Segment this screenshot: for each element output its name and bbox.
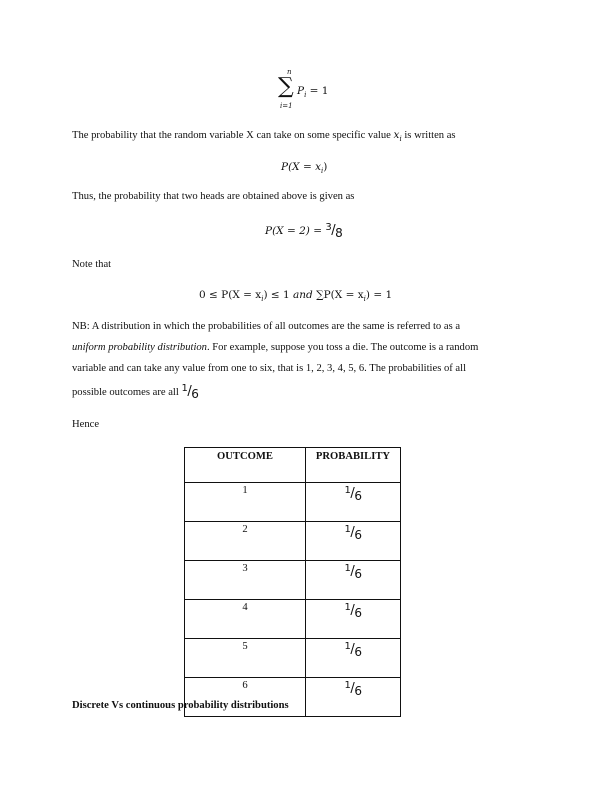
outcome-cell: 3 xyxy=(185,561,306,600)
probability-cell: $^1$/6 xyxy=(306,678,401,717)
header-outcome: OUTCOME xyxy=(185,448,306,483)
table-row xyxy=(185,483,401,522)
sum-equation xyxy=(275,68,345,114)
probability-cell: $^1$/6 xyxy=(306,522,401,561)
sum-body: $P_i = 1$ xyxy=(297,85,329,100)
probability-cell: $^1$/6 xyxy=(306,483,401,522)
header-probability: PROBABILITY xyxy=(306,448,401,483)
sum-lower-limit: i=1 xyxy=(280,102,293,110)
table-row xyxy=(185,561,401,600)
outcome-cell: 6 xyxy=(185,678,306,717)
probability-cell: $^1$/6 xyxy=(306,600,401,639)
paragraph-nb-line-4: possible outcomes are all $^1$/6 xyxy=(72,383,199,401)
uniform-distribution-term: uniform probability distribution xyxy=(72,342,207,353)
probability-table xyxy=(184,447,401,717)
paragraph-two-heads: Thus, the probability that two heads are obtained above is given as xyxy=(72,191,355,202)
table-header-row xyxy=(185,448,401,483)
outcome-cell: 4 xyxy=(185,600,306,639)
probability-cell: $^1$/6 xyxy=(306,639,401,678)
table-row xyxy=(185,522,401,561)
outcome-cell: 2 xyxy=(185,522,306,561)
sum-upper-limit: n xyxy=(287,68,292,76)
table-row xyxy=(185,600,401,639)
sum-symbol: ∑ xyxy=(278,74,294,99)
paragraph-specific-value: The probability that the random variable X can take on some specific value $x_i$ is written as xyxy=(72,129,456,144)
table-row xyxy=(185,639,401,678)
probability-cell: $^1$/6 xyxy=(306,561,401,600)
paragraph-nb-line-2: uniform probability distribution. For example, suppose you toss a die. The outcome is a random xyxy=(72,342,479,353)
paragraph-hence: Hence xyxy=(72,419,100,430)
fraction-one-sixth: $^1$/6 xyxy=(181,383,199,401)
paragraph-nb-line-3: variable and can take any value from one to six, that is 1, 2, 3, 4, 5, 6. The probabilities of all xyxy=(72,363,467,374)
equation-p-x-2: P(X = 2) = $^3$/8 xyxy=(265,222,343,240)
equation-bounds: $0 \le P(X = x_i) \le 1$ and $\sum P(X = x_i) = 1$ xyxy=(199,289,393,304)
paragraph-note-that: Note that xyxy=(72,259,112,270)
paragraph-nb-line-1: NB: A distribution in which the probabilities of all outcomes are the same is referred to as a xyxy=(72,321,461,332)
section-heading: Discrete Vs continuous probability distributions xyxy=(72,700,289,711)
outcome-cell: 1 xyxy=(185,483,306,522)
equation-p-x-xi: $P(X = x_i)$ xyxy=(281,161,328,176)
outcome-cell: 5 xyxy=(185,639,306,678)
